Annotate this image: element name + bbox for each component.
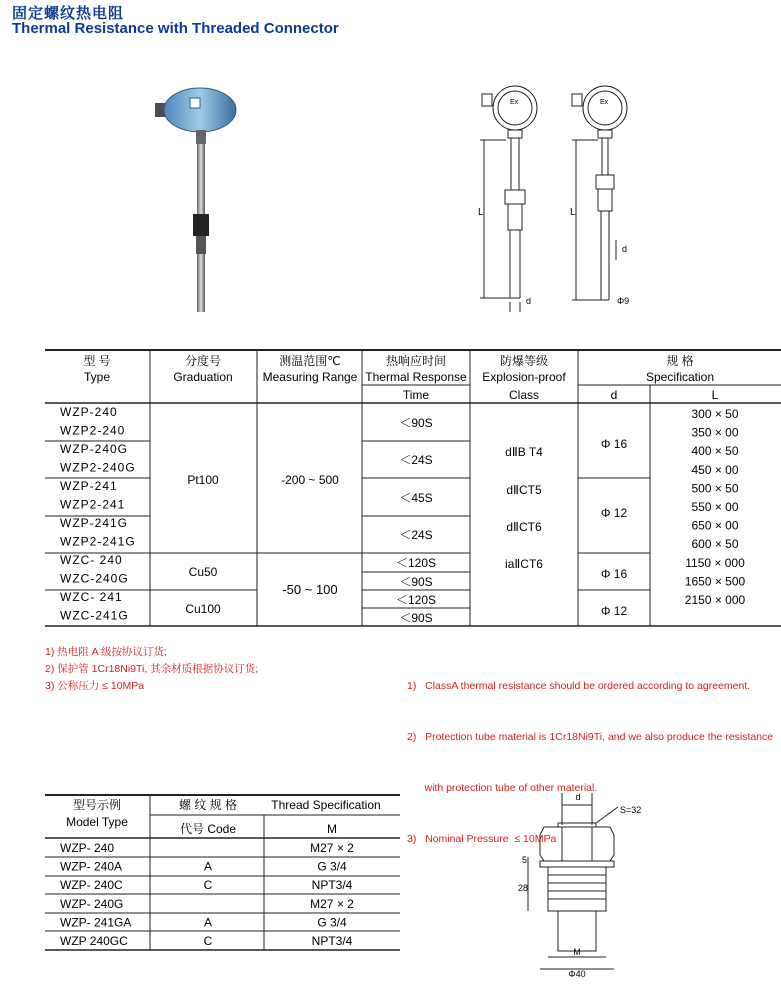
type-5: WZP-241 [60,479,118,493]
notes-cn [45,644,258,695]
page-title-en: Thermal Resistance with Threaded Connector [12,20,339,37]
drawing-type-240 [560,80,650,315]
resp-8: ＜90S [399,611,433,625]
thread-row-code: C [203,878,213,893]
thread-row-model: WZP- 240A [60,859,123,874]
thread-row-code: A [203,859,213,874]
th-m: M [327,822,337,836]
connector-drawing [500,785,680,980]
hdr-range-cn: 测温范围℃ [279,354,341,368]
ex-1: dⅡB T4 [505,445,543,459]
diameter-label: d [526,296,532,306]
l-value-9: 1150 × 000 [685,555,745,570]
thread-table [0,790,420,960]
ex-3: dⅡCT6 [506,520,542,534]
th-model-en: Model Type [66,815,128,829]
type-7: WZP-241G [60,516,129,530]
thread-row-code: C [203,934,213,948]
conn-phi40: Φ40 [568,969,586,979]
hdr-resp-en: Thermal Response [365,370,467,384]
type-12: WZC-241G [60,608,129,623]
conn-d: d [575,792,581,802]
ex-4: iaⅡCT6 [505,557,543,571]
diameter-label-2: d [622,244,628,254]
note-cn-2: 2) 保护管 1Cr18Ni9Ti, 其余材质根据协议订货; [45,663,259,675]
note-en-2: 2) Protection tube material is 1Cr18Ni9Ti, and we also produce the resistance [407,731,774,743]
thread-row-m: NPT3/4 [311,934,353,948]
l-value-8: 600 × 50 [691,537,739,552]
ex-2: dⅡCT5 [506,483,542,497]
l-value-7: 650 × 00 [691,518,739,533]
spec-table [0,345,781,630]
type-11: WZC- 241 [60,590,123,604]
th-thread-en: Thread Specification [271,798,381,812]
conn-5: 5 [522,855,528,865]
note-en-4: 3) Nominal Pressure ≤ 10MPa [407,833,557,845]
l-value-6: 550 × 00 [691,500,739,514]
thread-row-code: A [203,915,213,930]
resp-2: ＜24S [399,453,433,467]
resp-6: ＜90S [399,575,433,589]
hdr-ex-en: Explosion-proof [482,370,566,384]
hdr-resp-cn: 热响应时间 [385,354,447,368]
type-3: WZP-240G [60,442,129,456]
grad-cu100: Cu100 [185,602,221,616]
note-cn-1: 1) 热电阻 A 级按协议订货; [45,646,167,658]
thread-row-model: WZP 240GC [60,934,128,948]
hdr-grad-en: Graduation [173,370,233,384]
thread-row-m: G 3/4 [317,859,347,874]
thread-row-m: M27 × 2 [310,896,354,911]
resp-7: ＜120S [395,593,437,607]
thread-row-m: G 3/4 [317,915,347,930]
resp-1: ＜90S [399,416,433,430]
conn-s: S=32 [620,805,642,815]
l-value-2: 350 × 00 [691,425,739,440]
note-cn-3: 3) 公称压力 ≤ 10MPa [45,680,145,692]
th-model-cn: 型号示例 [72,798,122,812]
conn-m: M [573,947,581,957]
thread-row-model: WZP- 240C [60,878,123,893]
phi9-label: Φ9 [617,296,630,306]
thread-row-model: WZP- 240 [60,841,115,855]
type-2: WZP2-240 [60,423,126,438]
thread-row-model: WZP- 240G [60,896,124,911]
type-8: WZP2-241G [60,534,136,549]
d-3: Φ 16 [600,567,628,581]
hdr-type-en: Type [83,370,111,384]
type-6: WZP2-241 [60,497,126,512]
range-1: -200 ~ 500 [281,473,339,487]
l-value-10: 1650 × 500 [684,574,746,589]
hdr-range-en: Measuring Range [262,370,358,384]
thread-row-model: WZP- 241GA [60,915,132,930]
th-thread-cn: 螺 纹 规 格 [178,798,238,812]
d-1: Φ 16 [600,437,628,451]
type-4: WZP2-240G [60,460,136,475]
type-10: WZC-240G [60,571,129,586]
hdr-ex-en2: Class [508,388,540,402]
l-value-5: 500 × 50 [691,481,739,496]
resp-3: ＜45S [399,491,433,505]
d-4: Φ 12 [600,604,628,618]
hdr-spec-en: Specification [645,370,715,384]
ex-mark-2: Ex [600,99,609,106]
type-1: WZP-240 [60,405,118,419]
thread-row-m: NPT3/4 [311,878,353,893]
hdr-l: L [711,388,719,402]
l-value-4: 450 × 00 [691,462,739,477]
th-code: 代号 Code [179,822,237,836]
hdr-resp-en2: Time [402,388,430,402]
resp-4: ＜24S [399,528,433,542]
page-title-cn: 固定螺纹热电阻 [12,5,125,22]
drawing-type-241 [470,80,560,315]
hdr-grad-cn: 分度号 [184,354,222,368]
l-value-3: 400 × 50 [691,444,739,459]
hdr-ex-cn: 防爆等级 [499,354,549,368]
l-value-11: 2150 × 000 [684,593,746,607]
grad-pt100: Pt100 [187,473,219,487]
l-value-1: 300 × 50 [691,407,739,421]
range-2: -50 ~ 100 [282,582,338,597]
note-en-1: 1) ClassA thermal resistance should be ordered according to agreement. [407,680,751,692]
ex-mark: Ex [510,99,519,106]
d-2: Φ 12 [600,506,628,520]
length-label-2: L [570,207,576,218]
thread-row-m: M27 × 2 [310,841,354,855]
conn-28: 28 [518,883,529,893]
product-photo [150,80,250,320]
hdr-type-cn: 型 号 [83,354,111,368]
hdr-spec-cn: 规 格 [666,354,694,368]
hdr-d: d [610,388,618,402]
type-9: WZC- 240 [60,553,123,567]
grad-cu50: Cu50 [188,565,218,579]
length-label: L [478,207,484,218]
resp-5: ＜120S [395,556,437,570]
note-en-3: with protection tube of other material. [407,782,598,794]
